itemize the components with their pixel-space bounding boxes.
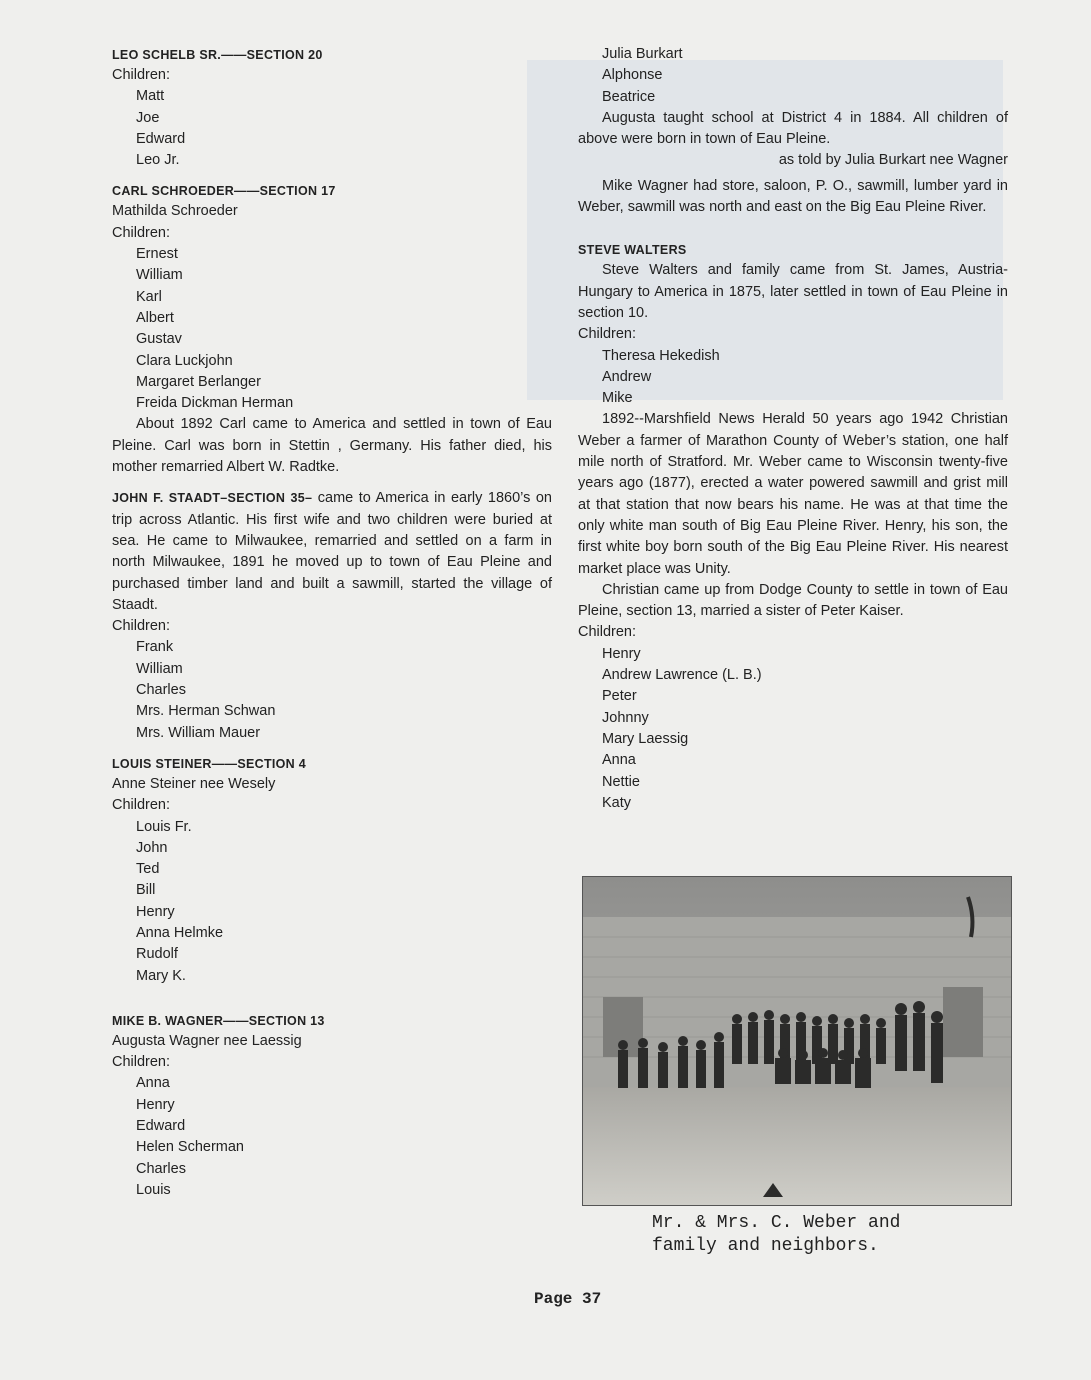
- photo-illustration: [583, 877, 1011, 1205]
- carl-children-list: [112, 244, 552, 414]
- list-item: Alphonse: [602, 67, 663, 84]
- list-item: Matt: [136, 88, 165, 105]
- list-item: Gustav: [136, 331, 182, 348]
- list-item: Edward: [136, 1118, 186, 1135]
- list-item: Andrew: [602, 368, 652, 385]
- list-item: William: [136, 660, 183, 677]
- list-item: Louis Fr.: [136, 818, 192, 835]
- list-item: Frank: [136, 639, 174, 656]
- herald-paragraph: 1892--Marshfield News Herald 50 years ago 1942 Christian Weber a farmer of Marathon County of Weber’s station, one half mile north of Stratford. Mr. Weber came to Wisconsin twenty-five years ago (1877), erected a water powered sawmill and grist mill at that station that now bears his name. He was at that time the only white man south of Big Eau Pleine River. Henry, his son, the first white boy born south of the Big Eau Pleine River. His nearest market place was Unity.: [578, 411, 1008, 577]
- caption-line-2: family and neighbors.: [652, 1236, 879, 1256]
- mike-children-continued: [578, 44, 1008, 108]
- steve-children-list: [578, 346, 1008, 410]
- list-item: Nettie: [602, 773, 640, 790]
- photo-caption: [652, 1212, 992, 1258]
- list-item: Beatrice: [602, 88, 656, 105]
- list-item: Mrs. Herman Schwan: [136, 703, 276, 720]
- list-item: Theresa Hekedish: [602, 347, 720, 364]
- list-item: John: [136, 839, 168, 856]
- list-item: Henry: [602, 645, 641, 662]
- list-item: Anna Helmke: [136, 924, 224, 941]
- weber-family-photo: [582, 876, 1012, 1206]
- list-item: Johnny: [602, 709, 649, 726]
- list-item: Ted: [136, 861, 160, 878]
- list-item: Ernest: [136, 246, 178, 263]
- page-number: Page 37: [534, 1290, 602, 1308]
- list-item: Albert: [136, 309, 174, 326]
- list-item: Margaret Berlanger: [136, 373, 261, 390]
- mike-spouse: Augusta Wagner nee Laessig: [112, 1032, 302, 1049]
- list-item: Clara Luckjohn: [136, 352, 233, 369]
- carl-schroeder-heading: CARL SCHROEDER——SECTION 17: [112, 184, 336, 199]
- list-item: Andrew Lawrence (L. B.): [602, 667, 762, 684]
- list-item: Mrs. William Mauer: [136, 724, 261, 741]
- mike-children-list: [112, 1073, 552, 1201]
- list-item: William: [136, 267, 183, 284]
- steve-walters-heading: STEVE WALTERS: [578, 243, 687, 258]
- list-item: Anna: [136, 1075, 170, 1092]
- list-item: Louis: [136, 1181, 171, 1198]
- louis-children-list: [112, 817, 552, 987]
- john-children-label: Children:: [112, 618, 171, 635]
- mike-store-paragraph: Mike Wagner had store, saloon, P. O., sawmill, lumber yard in Weber, sawmill was north and east on the Big Eau Pleine River.: [578, 177, 1008, 216]
- attribution: as told by Julia Burkart nee Wagner: [778, 152, 1008, 169]
- list-item: Mary Laessig: [602, 730, 689, 747]
- louis-steiner-heading: LOUIS STEINER——SECTION 4: [112, 756, 307, 771]
- list-item: Peter: [602, 688, 637, 705]
- right-column: [578, 44, 1008, 814]
- list-item: Henry: [136, 1096, 175, 1113]
- leo-schelb-heading: LEO SCHELB SR.——SECTION 20: [112, 48, 323, 62]
- list-item: Leo Jr.: [136, 152, 180, 169]
- steve-children-label: Children:: [578, 326, 637, 343]
- louis-spouse: Anne Steiner nee Wesely: [112, 775, 276, 792]
- christian-children-list: [578, 644, 1008, 814]
- list-item: Joe: [136, 109, 160, 126]
- list-item: Freida Dickman Herman: [136, 395, 294, 412]
- list-item: Charles: [136, 682, 186, 699]
- john-staadt-entry: [112, 488, 552, 616]
- carl-children-label: Children:: [112, 224, 171, 241]
- list-item: Bill: [136, 882, 156, 899]
- mike-children-label: Children:: [112, 1054, 171, 1071]
- list-item: Karl: [136, 288, 162, 305]
- list-item: Anna: [602, 752, 636, 769]
- leo-children-list: [112, 86, 552, 171]
- augusta-paragraph: Augusta taught school at District 4 in 1884. All children of above were born in town of Eau Pleine.: [578, 109, 1008, 148]
- christian-paragraph: Christian came up from Dodge County to settle in town of Eau Pleine, section 13, married a sister of Peter Kaiser.: [578, 581, 1008, 620]
- list-item: Julia Burkart: [602, 46, 683, 62]
- john-children-list: [112, 637, 552, 743]
- list-item: Henry: [136, 903, 175, 920]
- christian-children-label: Children:: [578, 624, 637, 641]
- list-item: Helen Scherman: [136, 1139, 244, 1156]
- carl-spouse: Mathilda Schroeder: [112, 203, 238, 220]
- john-staadt-heading: JOHN F. STAADT–SECTION 35–: [112, 491, 313, 506]
- list-item: Charles: [136, 1160, 186, 1177]
- carl-paragraph: About 1892 Carl came to America and settled in town of Eau Pleine. Carl was born in Stettin , Germany. His father died, his mother remarried Albert W. Radtke.: [112, 416, 552, 476]
- mike-wagner-heading: MIKE B. WAGNER——SECTION 13: [112, 1013, 325, 1028]
- caption-line-1: Mr. & Mrs. C. Weber and: [652, 1213, 901, 1233]
- list-item: Katy: [602, 794, 632, 811]
- john-paragraph: came to America in early 1860’s on trip across Atlantic. His first wife and two children were buried at sea. He came to Milwaukee, remarried and settled on a farm in north Milwaukee, 1891 he moved up to town of Eau Pleine and purchased timber land and built a sawmill, started the village of Staadt.: [112, 490, 552, 613]
- list-item: Rudolf: [136, 946, 178, 963]
- left-column: [112, 45, 552, 1201]
- list-item: Mary K.: [136, 967, 186, 984]
- leo-children-label: Children:: [112, 67, 171, 83]
- list-item: Mike: [602, 390, 633, 407]
- steve-paragraph: Steve Walters and family came from St. James, Austria-Hungary to America in 1875, later settled in town of Eau Pleine in section 10.: [578, 262, 1008, 321]
- list-item: Edward: [136, 130, 186, 147]
- louis-children-label: Children:: [112, 797, 171, 814]
